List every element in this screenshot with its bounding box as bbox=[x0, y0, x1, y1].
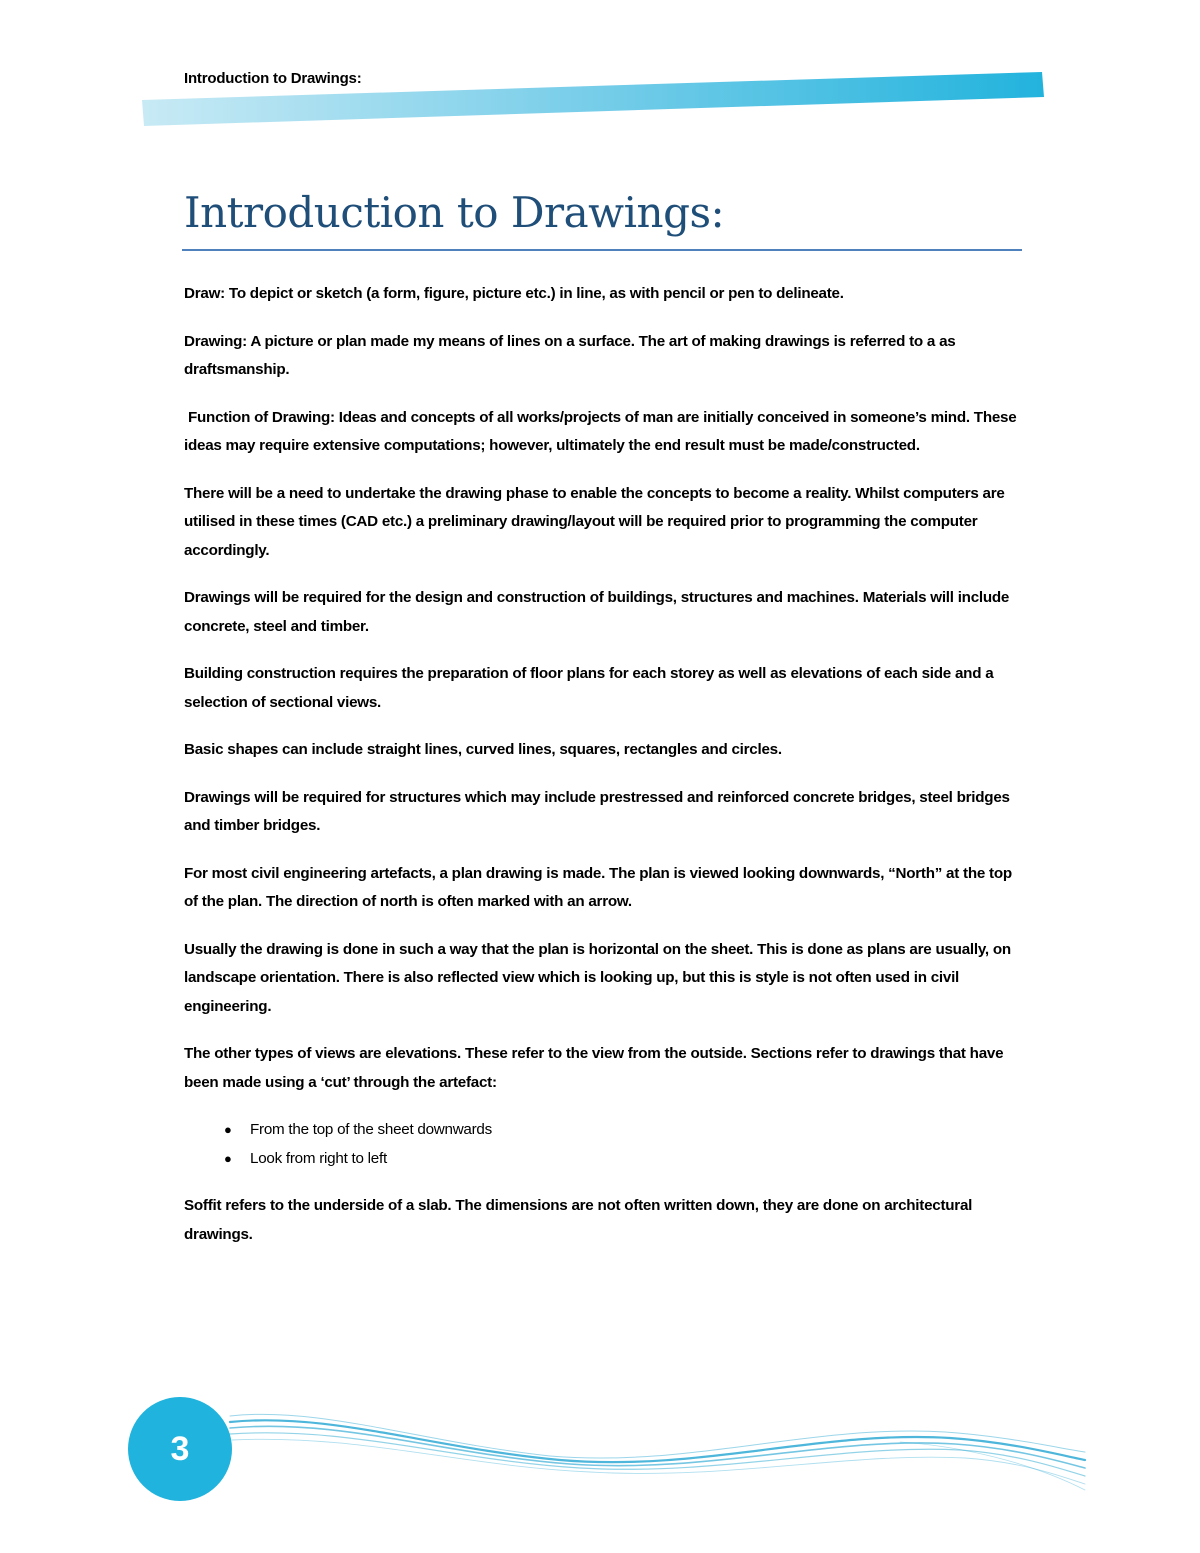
page-number-badge bbox=[128, 1397, 232, 1501]
paragraph: There will be a need to undertake the drawing phase to enable the concepts to become a reality. Whilst computers are utilised in these times (CAD etc.) a preliminary drawing/layout will be required prior to programming the computer accordingly. bbox=[184, 484, 1005, 559]
header-banner-graphic bbox=[0, 0, 1200, 140]
paragraph: Building construction requires the preparation of floor plans for each storey as well as elevations of each side and a selection of sectional views. bbox=[184, 665, 994, 711]
paragraph: Drawing: A picture or plan made my means of lines on a surface. The art of making drawings is referred to a as draftsmanship. bbox=[184, 332, 956, 378]
list-item bbox=[184, 1116, 1024, 1145]
page-title: Introduction to Drawings: bbox=[184, 188, 725, 237]
running-header: Introduction to Drawings: bbox=[184, 70, 362, 87]
paragraph: Function of Drawing: Ideas and concepts of all works/projects of man are initially conceived in someone’s mind. These ideas may require extensive computations; however, ultimately the end result must be made/constructed. bbox=[184, 408, 1021, 454]
page-number: 3 bbox=[170, 1429, 190, 1468]
paragraph: The other types of views are elevations. These refer to the view from the outside. Sections refer to drawings that have been made using a ‘cut’ through the artefact: bbox=[184, 1045, 1004, 1091]
paragraph: Basic shapes can include straight lines, curved lines, squares, rectangles and circles. bbox=[184, 741, 782, 758]
paragraph: Soffit refers to the underside of a slab. The dimensions are not often written down, they are done on architectural drawings. bbox=[184, 1197, 973, 1243]
paragraph: For most civil engineering artefacts, a plan drawing is made. The plan is viewed looking downwards, “North” at the top of the plan. The direction of north is often marked with an arrow. bbox=[184, 864, 1012, 910]
list-item-text: From the top of the sheet downwards bbox=[250, 1121, 492, 1138]
list-item bbox=[184, 1145, 1024, 1174]
bullet-list bbox=[184, 1116, 1024, 1173]
title-underline bbox=[182, 249, 1022, 251]
list-item-text: Look from right to left bbox=[250, 1149, 387, 1167]
bullet-icon: ● bbox=[224, 1150, 232, 1166]
paragraph: Drawings will be required for the design and construction of buildings, structures and machines. Materials will include concrete, steel and timber. bbox=[184, 589, 1010, 635]
body-content bbox=[184, 280, 1024, 1268]
paragraph: Drawings will be required for structures which may include prestressed and reinforced concrete bridges, steel bridges and timber bridges. bbox=[184, 788, 1010, 834]
bullet-icon: ● bbox=[224, 1122, 232, 1137]
paragraph: Usually the drawing is done in such a way that the plan is horizontal on the sheet. This is done as plans are usually, on landscape orientation. There is also reflected view which is looking up, but this is style is not often used in civil engineering. bbox=[184, 940, 1011, 1015]
paragraph: Draw: To depict or sketch (a form, figure, picture etc.) in line, as with pencil or pen to delineate. bbox=[184, 285, 844, 302]
